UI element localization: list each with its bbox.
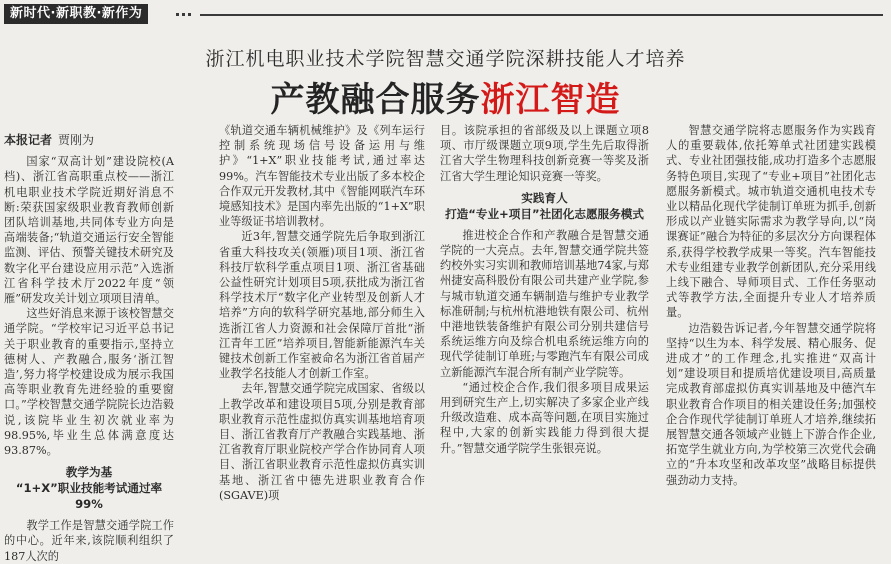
byline-name: 贾刚为 xyxy=(58,133,95,147)
section-subtitle: 打造“专业+项目”社团化志愿服务模式 xyxy=(445,206,644,221)
byline-role: 本报记者 xyxy=(4,133,53,147)
paragraph: 近3年,智慧交通学院先后争取到浙江省重大科技攻关(领雁)项目1项、浙江省科技厅软科学重点项目1项、浙江省基础公益性研究计划项目5项,获批成为浙江省科学技术厅“数字化产业转型及创新人才培养”方向的软科学研究基地,部分师生入选浙江省人力资源和社会保障厅首批“浙江青年工匠”培养项目,智能新能源汽车关键技术创新工作室被命名为浙江省首届产业教学名技能人才创新工作室。 xyxy=(219,230,425,381)
headline-accent: 浙江智造 xyxy=(480,80,621,120)
section-subtitle: “1+X”职业技能考试通过率99% xyxy=(15,481,163,512)
section-header-bar xyxy=(0,0,891,26)
section-tag: 新时代·新职教·新作为 xyxy=(4,4,148,24)
paragraph-continued: 《轨道交通车辆机械维护》及《列车运行控制系统现场信号设备运用与维护》“1+X”职业技能考试,通过率达99%。汽车智能技术专业出版了多本校企合作双元开发教材,其中《智能网联汽车环境感知技术》是国内率先出版的“1+X”职业等级证书培训教材。 xyxy=(219,124,425,229)
article-column-2 xyxy=(219,123,425,502)
paragraph: “通过校企合作,我们很多项目成果运用到研究生产上,切实解决了多家企业产线升级改造难、成本高等问题,在项目实施过程中,大家的创新实践能力得到很大提升。”智慧交通学院学生张银亮说。 xyxy=(440,380,649,455)
article-column-3 xyxy=(440,123,649,461)
paragraph: 边浩毅告诉记者,今年智慧交通学院将坚持“以生为本、科学发展、精心服务、促进成才”的工作理念,扎实推进“双高计划”建设项目和提质培优建设项目,高质量完成教育部虚拟仿真实训基地及中德汽车职业教育合作项目的相关建设任务;加强校企合作现代学徒制订单班人才培养,继续拓展智慧交通各领域产业链上下游合作企业,拓宽学生就业方向,为学校第三次党代会确立的“升本攻坚和改革攻坚”战略目标提供强劲动力支持。 xyxy=(666,321,876,487)
article-column-4 xyxy=(666,123,876,487)
paragraph: 国家“双高计划”建设院校(A档)、浙江省高职重点校——浙江机电职业技术学院近期好消息不断:荣获国家级职业教育教师创新团队培训基地,共同体专业方向是高端装备;“轨道交通运行安全智能监测、评估、预警关键技术研究及数字化平台建设应用示范”入选浙江省科学技术厅2022年度“领雁”研发攻关计划立项项目清单。 xyxy=(4,155,174,306)
paragraph: 去年,智慧交通学院完成国家、省级以上教学改革和建设项目5项,分别是教育部职业教育示范性虚拟仿真实训基地培育项目、浙江省教育厅产教融合实践基地、浙江省教育厅职业院校产学合作协同育人项目、浙江省职业教育示范性虚拟仿真实训基地、浙江省中德先进职业教育合作(SGAVE)项 xyxy=(219,382,425,502)
section-subtitle-kicker: 实践育人 xyxy=(521,190,568,205)
article-subhead: 浙江机电职业技术学院智慧交通学院深耕技能人才培养 xyxy=(205,48,686,70)
byline xyxy=(4,133,174,148)
headline-main: 产教融合服务 xyxy=(270,80,481,120)
article-column-1 xyxy=(4,123,174,563)
paragraph: 教学工作是智慧交通学院工作的中心。近年来,该院顺利组织了187人次的 xyxy=(4,519,174,563)
section-subtitle-kicker: 教学为基 xyxy=(65,465,113,480)
paragraph-continued: 目。该院承担的省部级及以上课题立项8项、市厅级课题立项9项,学生先后取得浙江省大学生物理科技创新竞赛一等奖及浙江省大学生理论知识竞赛一等奖。 xyxy=(440,124,649,183)
section-divider-line xyxy=(200,14,883,16)
paragraph: 推进校企合作和产教融合是智慧交通学院的一大亮点。去年,智慧交通学院共签约校外实习实训和教师培训基地74家,与郑州捷安高科股份有限公司共建产业学院,参与城市轨道交通车辆制造与维护专业教学标准研制;与杭州杭港地铁有限公司、杭州中港地铁装备维护有限公司分别共建信号系统运维方向及综合机电系统运维方向的现代学徒制订单班;与零跑汽车有限公司成立新能源汽车混合所有制产业学院等。 xyxy=(440,228,649,379)
paragraph: 智慧交通学院将志愿服务作为实践育人的重要载体,依托筹单式社团建实践模式、专业社团强技能,成功打造多个志愿服务特色项目,实现了“专业+项目”社团化志愿服务新模式。城市轨道交通机电技术专业以精品化现代学徒制订单班为抓手,创新形成以产业链实际需求为教学导向,以“岗课赛证”融合为特征的多层次分方向课程体系,获得学校教学成果一等奖。汽车智能技术专业组建专业教学创新团队,充分采用线上线下融合、导师项目式、工作任务驱动式等教学方法,全面提升专业人才培养质量。 xyxy=(666,124,876,320)
section-divider-dots xyxy=(176,8,196,20)
paragraph: 这些好消息来源于该校智慧交通学院。“学校牢记习近平总书记关于职业教育的重要指示,坚持立德树人、产教融合,服务‘浙江智造’,努力将学校建设成为展示我国高等职业教育先进经验的重要窗口。”学校智慧交通学院院长边浩毅说,该院毕业生初次就业率为98.95%,毕业生总体满意度达93.87%。 xyxy=(4,307,174,458)
article-headline xyxy=(0,72,891,121)
